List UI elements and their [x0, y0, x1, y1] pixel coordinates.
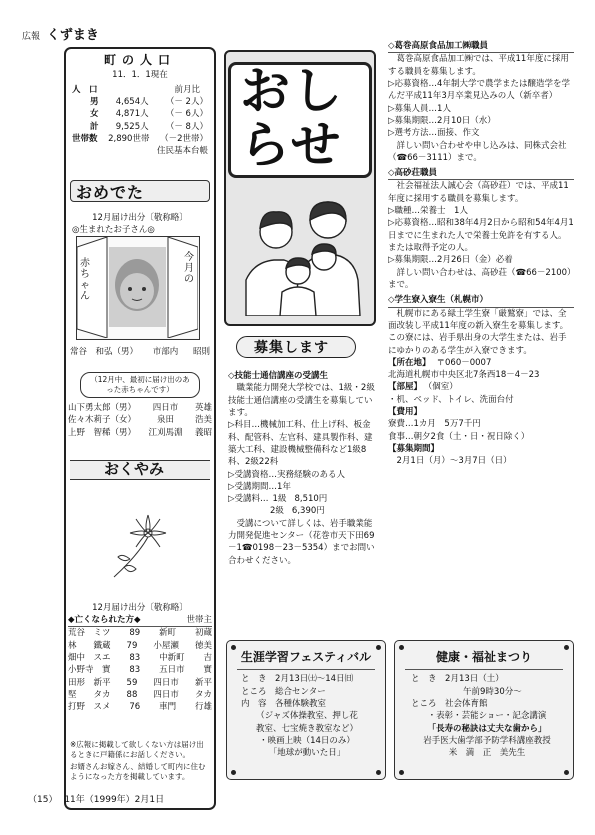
jobs-dorm-period: 2月1日（月）～3月7日（日） — [396, 456, 512, 467]
birth-area-1: 四日市 — [152, 403, 179, 413]
birth-area-3: 江刈馬淵 — [148, 427, 183, 438]
birth-photo-frame — [76, 236, 200, 340]
birth-parent-1: 英雄 — [194, 403, 212, 413]
birth-area-2: 泉田 — [156, 415, 174, 426]
population-date: 11．1．1現在 — [112, 70, 168, 81]
population-value-total: 9,525人 — [115, 121, 149, 132]
jobs-takasago-contact: 詳しい問い合わせは、高砂荘（☎66－2100）まで。 — [388, 267, 572, 290]
condolence-sub: 12月届け出分〔敬称略〕 — [92, 603, 188, 613]
festival-title: 生涯学習フェスティバル — [237, 649, 375, 670]
jobs-food-item-1: ▷応募資格…4年制大学で農学または醸造学を学んだ平成11年3月卒業見込みの人（新卒者） — [388, 78, 570, 102]
condolence-head-7: 行雄 — [194, 702, 212, 713]
chrysanthemum-illustration — [100, 505, 180, 585]
population-diff-households: （－2世帯） — [160, 133, 208, 144]
jobs-dorm-room: （個室） — [428, 382, 458, 393]
family-illustration — [236, 184, 366, 316]
festival-extra-3: ・映画上映（14日のみ） — [259, 735, 355, 746]
population-value-households: 2,890世帯 — [108, 133, 150, 144]
boshu-section — [228, 370, 378, 567]
jobs-food-item-3: ▷募集期限…2月10日（水） — [388, 115, 496, 126]
festival-extra-1: （ジャズ体操教室、押し花 — [256, 711, 358, 722]
oshirase-title-line1: おし — [240, 62, 344, 120]
jobs-dorm-cost-1: 寮費…1カ月 5万7千円 — [388, 419, 481, 430]
boshu-heading: ◇技能士通信講座の受講生 — [228, 371, 329, 381]
jobs-takasago-item-1: ▷職種…栄養士 1人 — [388, 206, 468, 217]
condolence-note-1: ※広報に掲載して欲しくない方は届け出るときに戸籍係にお話しください。 — [70, 740, 204, 760]
birth-card-label-b: 赤ちゃん — [80, 258, 90, 302]
boshu-fee2: 6,390円 — [291, 506, 325, 517]
masthead — [22, 27, 99, 46]
festival-content-label: 内 容 — [241, 699, 267, 710]
population-block — [72, 52, 208, 158]
jobs-dorm-room-items: ・机、ベッド、トイレ、洗面台付 — [388, 394, 514, 405]
condolence-area-6: 四日市 — [153, 689, 179, 700]
condolence-age-3: 83 — [129, 652, 141, 663]
boshu-fee1-label: 1級 — [272, 494, 287, 505]
festival-extra-4: 「地球が動いた日」 — [268, 748, 346, 759]
condolence-area-7: 車門 — [159, 702, 177, 713]
health-where-label: ところ — [411, 699, 437, 710]
condolence-head-3: 吉 — [203, 652, 212, 663]
boshu-fee1: 8,510円 — [294, 494, 328, 505]
birth-note: （12月中、最初に届け出のあった赤ちゃんです） — [80, 372, 200, 398]
corner-dot — [399, 770, 404, 775]
jobs-section — [388, 40, 574, 468]
birth-sub: 12月届け出分〔敬称略〕 — [92, 213, 188, 223]
condolence-age-2: 79 — [126, 640, 138, 651]
masthead-prefix: 広報 — [22, 32, 41, 42]
condolence-age-6: 88 — [126, 689, 138, 700]
birth-parent-3: 義昭 — [194, 427, 212, 438]
population-title: 町の人口 — [103, 53, 176, 67]
jobs-dorm-period-label: 【募集期間】 — [388, 444, 440, 454]
jobs-dorm-cost-label: 【費用】 — [388, 407, 423, 418]
population-diff-female: （－ 6人） — [165, 109, 208, 120]
footer — [28, 794, 164, 807]
jobs-dorm-zip: 〒060－0007 — [436, 357, 492, 368]
birth-card-label-a: 今月の — [184, 252, 194, 285]
health-speaker: 米 満 正 美先生 — [448, 748, 526, 759]
condolence-head-2: 徳美 — [194, 640, 212, 651]
population-label-households: 世帯数 — [72, 133, 98, 144]
condolence-head-4: 實 — [203, 665, 212, 676]
birth-featured — [70, 346, 210, 358]
boshu-fee-label: ▷受講料… — [228, 494, 269, 505]
footer-date: 11年（1999年）2月1日 — [64, 795, 165, 805]
health-where: 社会体育館 — [445, 699, 488, 710]
condolence-head-5: 新平 — [194, 677, 212, 688]
population-diff-male: （－ 2人） — [165, 97, 208, 108]
corner-dot — [376, 770, 381, 775]
festival-box — [226, 640, 386, 780]
boshu-item-period: ▷受講期間…1年 — [228, 481, 291, 492]
boshu-item-eligibility: ▷受講資格…実務経験のある人 — [228, 469, 346, 480]
birth-name-2: 佐々木莉子（女） — [68, 415, 137, 426]
population-diff-header: 前月比 — [174, 84, 200, 95]
jobs-takasago-item-2: ▷応募資格…昭和38年4月2日から昭和54年4月1日までに生まれた人で栄養士免許を有する人。または取得予定の人。 — [388, 218, 574, 253]
health-extra: ・表彰・芸能ショー・記念講演 — [427, 711, 547, 722]
condolence-name-6: 堅 タカ — [68, 689, 111, 700]
condolence-age-7: 76 — [129, 702, 141, 713]
jobs-food-item-2: ▷募集人員…1人 — [388, 103, 451, 114]
birth-name-3: 上野 智稀（男） — [68, 427, 137, 438]
masthead-title: くずまき — [46, 28, 99, 43]
oshirase-title-line2: らせ — [240, 116, 343, 174]
festival-when-label: と き — [241, 674, 267, 685]
jobs-dorm-address-label: 【所在地】 — [388, 357, 431, 368]
population-value-female: 4,871人 — [115, 109, 149, 120]
jobs-food-intro: 葛巻高原食品加工㈱では、平成11年度に採用する職員を募集します。 — [388, 54, 569, 77]
jobs-dorm-cost-2: 食事…朝夕2食（土・日・祝日除く） — [388, 431, 530, 442]
corner-dot — [399, 645, 404, 650]
condolence-name-3: 畑中 スエ — [68, 652, 111, 663]
jobs-dorm-address: 北海道札幌市中央区北7条西18－4－23 — [388, 370, 540, 381]
jobs-takasago-heading: ◇高砂荘職員 — [388, 167, 574, 180]
condolence-name-4: 小野寺 實 — [68, 665, 111, 676]
condolence-name-7: 打野 スメ — [68, 702, 111, 713]
jobs-food-item-4: ▷選考方法…面接、作文 — [388, 128, 480, 139]
condolence-name-5: 田形 新平 — [68, 677, 111, 688]
baby-photo — [77, 237, 198, 338]
corner-dot — [376, 645, 381, 650]
health-speaker-org: 岩手医大歯学部予防学科講座教授 — [423, 735, 551, 746]
jobs-dorm-intro: 札幌市にある緑土学生寮「厳鷲寮」では、全面改装し平成11年度の新入寮生を募集します。この寮には、岩手県出身の大学生または、岩手にゆかりのある学生が入寮できます。 — [388, 308, 569, 356]
footer-page: （15） — [28, 795, 58, 805]
condolence-note-2: お婿さんお嫁さん、結婚して町内に住むようになった方を掲載しています。 — [70, 762, 206, 782]
birth-featured-area: 市部内 — [152, 347, 179, 357]
festival-where: 総合センター — [275, 686, 326, 697]
birth-name-1: 山下勇太郎（男） — [68, 403, 137, 413]
boshu-contact: 受講について詳しくは、岩手職業能力開発促進センター（花巻市天下田69－1☎0198－23－5354）までお問い合わせください。 — [228, 518, 375, 566]
condolence-head-6: タカ — [194, 689, 212, 700]
condolence-head-1: 初蔵 — [194, 628, 212, 639]
condolence-area-4: 五日市 — [159, 665, 185, 676]
jobs-dorm-room-label: 【部屋】 — [388, 382, 423, 393]
birth-title: おめでた — [76, 183, 145, 202]
health-lecture: 「長寿の秘訣は丈夫な歯から」 — [427, 723, 547, 734]
health-when-label: と き — [411, 674, 437, 685]
festival-where-label: ところ — [241, 686, 267, 697]
health-title: 健康・福祉まつり — [405, 649, 563, 670]
birth-parent-2: 浩美 — [194, 415, 212, 426]
jobs-dorm-heading: ◇学生寮入寮生（札幌市） — [388, 294, 574, 307]
corner-dot — [231, 645, 236, 650]
condolence-area-1: 新町 — [159, 628, 177, 639]
condolence-age-5: 59 — [126, 677, 138, 688]
condolence-age-4: 83 — [129, 665, 141, 676]
birth-sub2: ◎生まれたお子さん◎ — [72, 225, 155, 235]
population-label-male: 男 — [90, 97, 99, 108]
population-label: 人 口 — [72, 84, 98, 95]
corner-dot — [564, 645, 569, 650]
condolence-name-2: 林 鐵蔵 — [68, 640, 111, 651]
condolence-title: おくやみ — [104, 460, 165, 478]
jobs-takasago-intro: 社会福祉法人誠心会（高砂荘）では、平成11年度に採用する職員を募集します。 — [388, 181, 569, 204]
boshu-item-subjects: ▷科目…機械加工科、仕上げ科、板金科、配管科、左官科、建具製作科、建築大工科、建設機械整備科など1級8科、2級22科 — [228, 420, 373, 468]
condolence-area-3: 中新町 — [159, 652, 185, 663]
population-source: 住民基本台帳 — [156, 146, 208, 157]
condolence-area-5: 四日市 — [153, 677, 179, 688]
boshu-title: 募集します — [254, 340, 329, 356]
condolence-name-1: 荒谷 ミツ — [68, 628, 111, 639]
boshu-intro: 職業能力開発大学校では、1級・2級技能士通信講座の受講生を募集しています。 — [228, 383, 375, 418]
boshu-fee2-label: 2級 — [270, 506, 284, 517]
corner-dot — [231, 770, 236, 775]
birth-list — [68, 402, 212, 439]
jobs-takasago-item-3: ▷募集期限…2月26日（金）必着 — [388, 255, 513, 266]
festival-extra-2: 教室、七宝焼き教室など） — [255, 723, 358, 734]
condolence-area-2: 小屋瀬 — [153, 640, 179, 651]
condolence-table — [68, 614, 212, 714]
population-label-female: 女 — [90, 109, 99, 120]
festival-content: 各種体験教室 — [275, 699, 327, 710]
health-when: 2月13日（土） — [445, 674, 504, 685]
birth-featured-name: 常谷 和弘（男） — [70, 347, 139, 357]
jobs-food-contact: 詳しい問い合わせや申し込みは、同株式会社（☎66－3111）まで。 — [388, 140, 567, 163]
corner-dot — [564, 770, 569, 775]
population-diff-total: （－ 8人） — [165, 121, 208, 132]
population-value-male: 4,654人 — [115, 97, 149, 108]
birth-featured-parent: 昭則 — [192, 347, 210, 357]
jobs-food-heading: ◇葛巻高原食品加工㈱職員 — [388, 40, 574, 53]
condolence-header-left: ◆亡くなられた方◆ — [68, 615, 141, 625]
population-label-total: 計 — [90, 121, 99, 132]
condolence-header-right: 世帯主 — [186, 615, 212, 625]
festival-when: 2月13日㈯～14日㈰ — [275, 674, 354, 685]
health-box — [394, 640, 574, 780]
condolence-age-1: 89 — [129, 628, 141, 639]
health-time: 午前9時30分～ — [463, 686, 522, 697]
